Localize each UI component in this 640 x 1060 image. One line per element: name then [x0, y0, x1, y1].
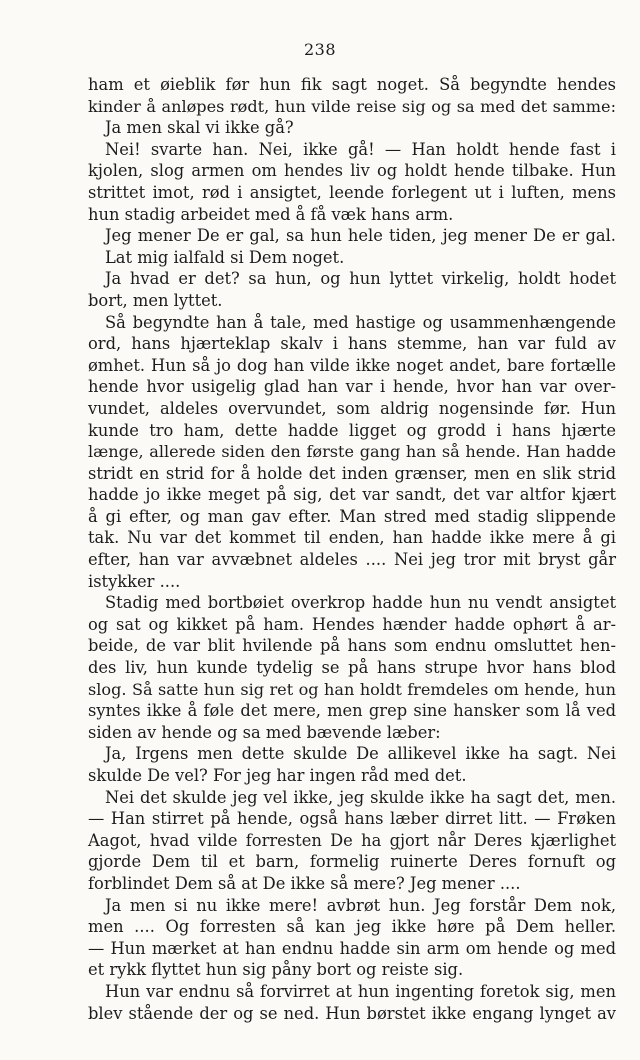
text-line: men .... Og forresten så kan jeg ikke høre på Dem heller.: [88, 917, 616, 937]
text-line: siden av hende og sa med bævende læber:: [88, 722, 441, 742]
text-line: et rykk flyttet hun sig påny bort og reiste sig.: [88, 960, 464, 980]
text-line: Hun var endnu så forvirret at hun ingenting foretok sig, men: [105, 981, 616, 1001]
text-line: vundet, aldeles overvundet, som aldrig nogensinde før. Hun: [88, 398, 616, 418]
text-line: beide, de var blit hvilende på hans som endnu omsluttet hen-: [88, 636, 616, 656]
text-line: — Han stirret på hende, også hans læber dirret litt. — Frøken: [88, 809, 616, 829]
text-line: — Hun mærket at han endnu hadde sin arm om hende og med: [88, 938, 616, 958]
page-number: 238: [303, 40, 337, 59]
text-line: Aagot, hvad vilde forresten De ha gjort når Deres kjærlighet: [88, 830, 616, 850]
text-line: hun stadig arbeidet med å få væk hans arm.: [88, 204, 454, 224]
text-line: strittet imot, rød i ansigtet, leende forlegent ut i luften, mens: [88, 182, 616, 202]
text-line: Nei det skulde jeg vel ikke, jeg skulde ikke ha sagt det, men.: [105, 787, 616, 807]
text-line: hadde jo ikke meget på sig, det var sandt, det var altfor kjært: [88, 485, 616, 505]
text-line: ord, hans hjærteklap skalv i hans stemme, han var fuld av: [88, 334, 616, 354]
text-line: Lat mig ialfald si Dem noget.: [105, 247, 345, 267]
text-line: Ja men skal vi ikke gå?: [105, 118, 294, 138]
text-line: Ja, Irgens men dette skulde De allikevel ikke ha sagt. Nei: [105, 744, 616, 764]
text-line: længe, allerede siden den første gang han så hende. Han hadde: [88, 442, 616, 462]
text-line: syntes ikke å føle det mere, men grep sine hansker som lå ved: [88, 701, 616, 721]
text-line: skulde De vel? For jeg har ingen råd med det.: [88, 766, 467, 785]
text-line: des liv, hun kunde tydelig se på hans strupe hvor hans blod: [88, 658, 616, 678]
text-line: Så begyndte han å tale, med hastige og usammenhængende: [105, 312, 616, 332]
text-line: tak. Nu var det kommet til enden, han hadde ikke mere å gi: [88, 528, 616, 548]
text-line: Ja hvad er det? sa hun, og hun lyttet virkelig, holdt hodet: [105, 269, 616, 289]
text-line: bort, men lyttet.: [88, 290, 223, 310]
text-line: kunde tro ham, dette hadde ligget og grodd i hans hjærte: [88, 420, 616, 440]
text-line: å gi efter, og man gav efter. Man stred med stadig slippende: [88, 506, 616, 526]
text-line: hende hvor usigelig glad han var i hende, hvor han var over-: [88, 377, 616, 397]
text-line: Stadig med bortbøiet overkrop hadde hun nu vendt ansigtet: [105, 593, 616, 613]
text-line: Nei! svarte han. Nei, ikke gå! — Han holdt hende fast i: [105, 139, 616, 159]
body-text: [88, 74, 616, 1024]
text-line: Jeg mener De er gal, sa hun hele tiden, jeg mener De er gal.: [105, 226, 616, 246]
text-line: og sat og kikket på ham. Hendes hænder hadde ophørt å ar-: [88, 614, 616, 634]
text-line: ham et øieblik før hun fik sagt noget. Så begyndte hendes: [88, 75, 616, 94]
text-line: stridt en strid for å holde det inden grænser, men en slik strid: [88, 463, 616, 483]
text-line: forblindet Dem så at De ikke så mere? Jeg mener ....: [88, 873, 521, 893]
text-line: istykker ....: [88, 571, 181, 591]
text-line: slog. Så satte hun sig ret og han holdt fremdeles om hende, hun: [88, 679, 616, 699]
text-line: kinder å anløpes rødt, hun vilde reise sig og sa med det samme:: [88, 96, 616, 116]
text-line: gjorde Dem til et barn, formelig ruinerte Deres fornuft og: [88, 852, 616, 872]
text-line: kjolen, slog armen om hendes liv og holdt hende tilbake. Hun: [88, 161, 616, 181]
text-line: ømhet. Hun så jo dog han vilde ikke noget andet, bare fortælle: [88, 355, 616, 375]
text-line: efter, han var avvæbnet aldeles .... Nei jeg tror mit bryst går: [88, 550, 616, 570]
text-line: blev stående der og se ned. Hun børstet ikke engang lynget av: [88, 1003, 616, 1023]
text-line: Ja men si nu ikke mere! avbrøt hun. Jeg forstår Dem nok,: [105, 895, 616, 915]
